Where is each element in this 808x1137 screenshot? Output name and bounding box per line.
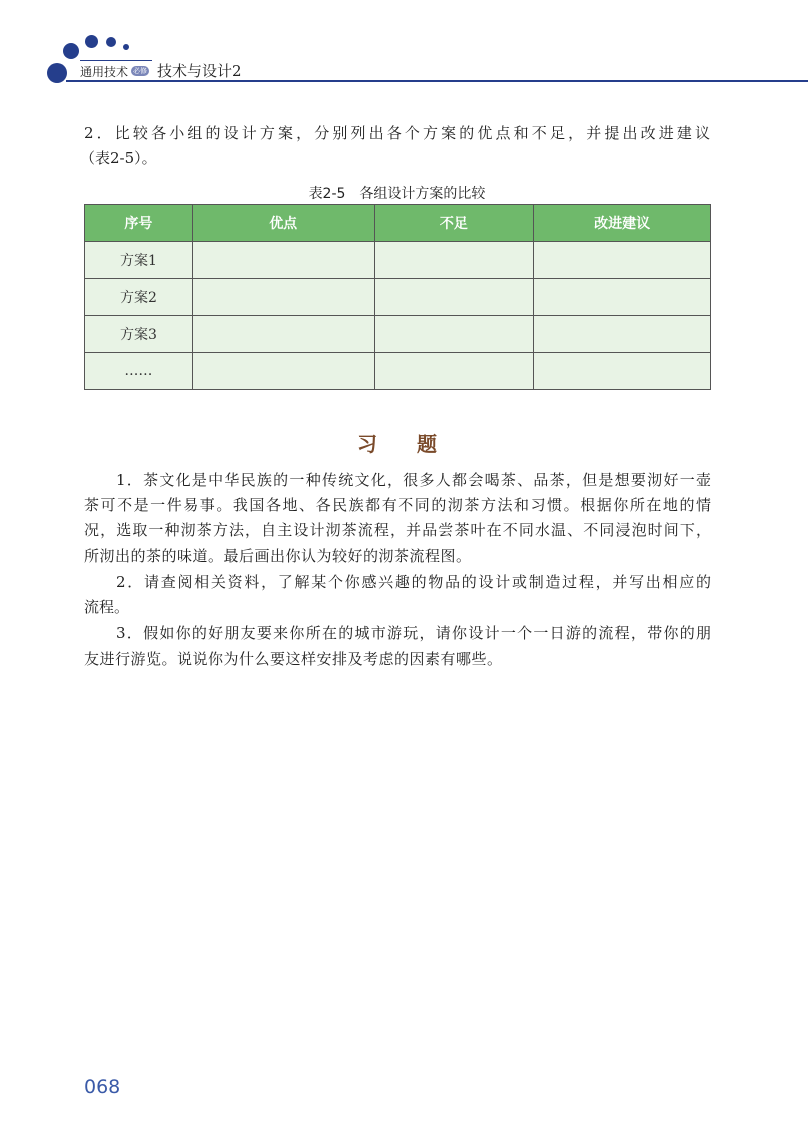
table-cell bbox=[534, 279, 711, 316]
header-cell: 不足 bbox=[374, 205, 534, 242]
table-cell bbox=[192, 279, 374, 316]
header-cell: 序号 bbox=[85, 205, 193, 242]
table-header-row bbox=[85, 205, 711, 242]
row-label: 方案1 bbox=[85, 242, 193, 279]
table-cell bbox=[374, 242, 534, 279]
table-row bbox=[85, 279, 711, 316]
series-name: 通用技术 bbox=[80, 65, 129, 79]
table-cell bbox=[192, 353, 374, 390]
exercise-line: 3．假如你的好朋友要来你所在的城市游玩，请你设计一个一日游的流程，带你的朋 bbox=[116, 624, 711, 642]
table-cell bbox=[374, 279, 534, 316]
badge: 必修 bbox=[133, 67, 147, 75]
exercise-line: 所沏出的茶的味道。最后画出你认为较好的沏茶流程图。 bbox=[84, 547, 472, 565]
exercise-line: 2．请查阅相关资料，了解某个你感兴趣的物品的设计或制造过程，并写出相应的 bbox=[116, 573, 711, 591]
header-cell: 改进建议 bbox=[534, 205, 711, 242]
row-label: 方案3 bbox=[85, 316, 193, 353]
table-row bbox=[85, 353, 711, 390]
header-cell: 优点 bbox=[192, 205, 374, 242]
table-cell bbox=[534, 242, 711, 279]
table-cell bbox=[534, 316, 711, 353]
exercise-line: 1．茶文化是中华民族的一种传统文化，很多人都会喝茶、品茶，但是想要沏好一壶 bbox=[116, 471, 711, 489]
book-title: 技术与设计2 bbox=[157, 62, 242, 80]
table-cell bbox=[374, 353, 534, 390]
row-label: 方案2 bbox=[85, 279, 193, 316]
table-cell bbox=[374, 316, 534, 353]
exercise-line: 友进行游览。说说你为什么要这样安排及考虑的因素有哪些。 bbox=[84, 650, 503, 668]
table-cell bbox=[534, 353, 711, 390]
table-row bbox=[85, 316, 711, 353]
table-caption: 表2-5 各组设计方案的比较 bbox=[308, 186, 486, 202]
exercise-line: 茶可不是一件易事。我国各地、各民族都有不同的沏茶方法和习惯。根据你所在地的情 bbox=[84, 496, 711, 514]
intro-line: 2．比较各小组的设计方案，分别列出各个方案的优点和不足，并提出改进建议 bbox=[84, 124, 711, 142]
exercise-line: 流程。 bbox=[84, 598, 130, 616]
row-label: …… bbox=[85, 353, 193, 390]
header-rule-short bbox=[80, 60, 152, 61]
table-cell bbox=[192, 242, 374, 279]
table-row bbox=[85, 242, 711, 279]
intro-line: （表2-5）。 bbox=[80, 149, 157, 167]
table-cell bbox=[192, 316, 374, 353]
exercise-line: 况，选取一种沏茶方法，自主设计沏茶流程，并品尝茶叶在不同水温、不同浸泡时间下， bbox=[84, 521, 711, 539]
exercises-title: 习 题 bbox=[357, 432, 437, 456]
page-number: 068 bbox=[84, 1076, 121, 1098]
comparison-table bbox=[84, 204, 711, 390]
